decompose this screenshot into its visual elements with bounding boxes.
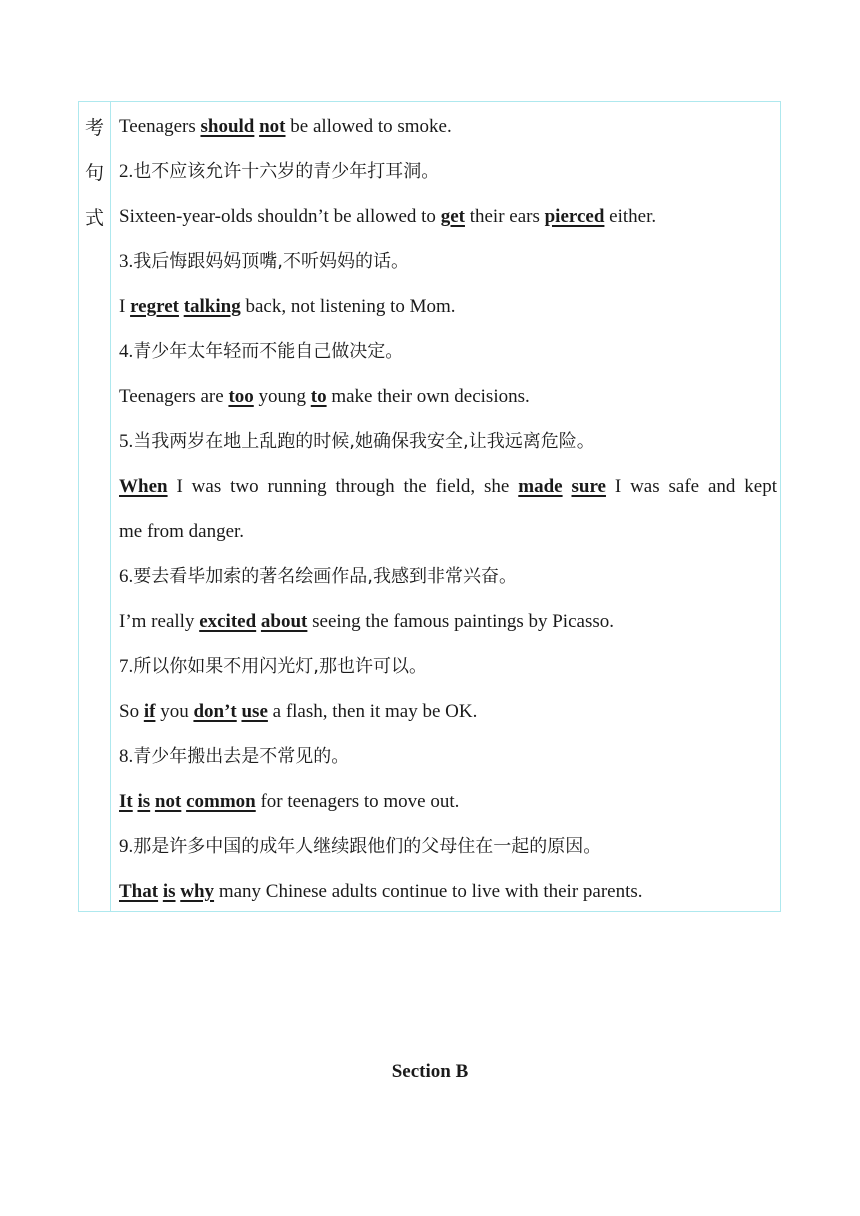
chinese-sentence-6: 6.要去看毕加索的著名绘画作品,我感到非常兴奋。 [119, 566, 517, 587]
label-column [79, 102, 111, 911]
label-char: 句 [84, 162, 104, 184]
english-sentence-4: Teenagers are too young to make their own decisions. [119, 386, 530, 407]
label-char: 考 [84, 117, 104, 139]
section-title: Section B [391, 1061, 469, 1082]
english-sentence-5-cont: me from danger. [119, 521, 245, 542]
english-sentence-7: So if you don’t use a flash, then it may be OK. [119, 701, 478, 722]
english-sentence-8: It is not common for teenagers to move out. [119, 791, 460, 812]
english-sentence-9: That is why many Chinese adults continue to live with their parents. [119, 881, 643, 902]
english-sentence-5: When I was two running through the field, she made sure I was safe and kept [119, 476, 778, 497]
english-sentence-6: I’m really excited about seeing the famous paintings by Picasso. [119, 611, 614, 632]
chinese-sentence-2: 2.也不应该允许十六岁的青少年打耳洞。 [119, 161, 440, 182]
chinese-sentence-9: 9.那是许多中国的成年人继续跟他们的父母住在一起的原因。 [119, 836, 602, 857]
english-sentence-2: Sixteen-year-olds shouldn’t be allowed to get their ears pierced either. [119, 206, 657, 227]
english-sentence-1: Teenagers should not be allowed to smoke. [119, 116, 452, 137]
chinese-sentence-8: 8.青少年搬出去是不常见的。 [119, 746, 350, 767]
label-char: 式 [84, 207, 104, 229]
chinese-sentence-4: 4.青少年太年轻而不能自己做决定。 [119, 341, 404, 362]
chinese-sentence-3: 3.我后悔跟妈妈顶嘴,不听妈妈的话。 [119, 251, 409, 272]
english-sentence-3: I regret talking back, not listening to Mom. [119, 296, 456, 317]
chinese-sentence-5: 5.当我两岁在地上乱跑的时候,她确保我安全,让我远离危险。 [119, 431, 595, 452]
chinese-sentence-7: 7.所以你如果不用闪光灯,那也许可以。 [119, 656, 427, 677]
sentence-pattern-table [78, 101, 781, 912]
